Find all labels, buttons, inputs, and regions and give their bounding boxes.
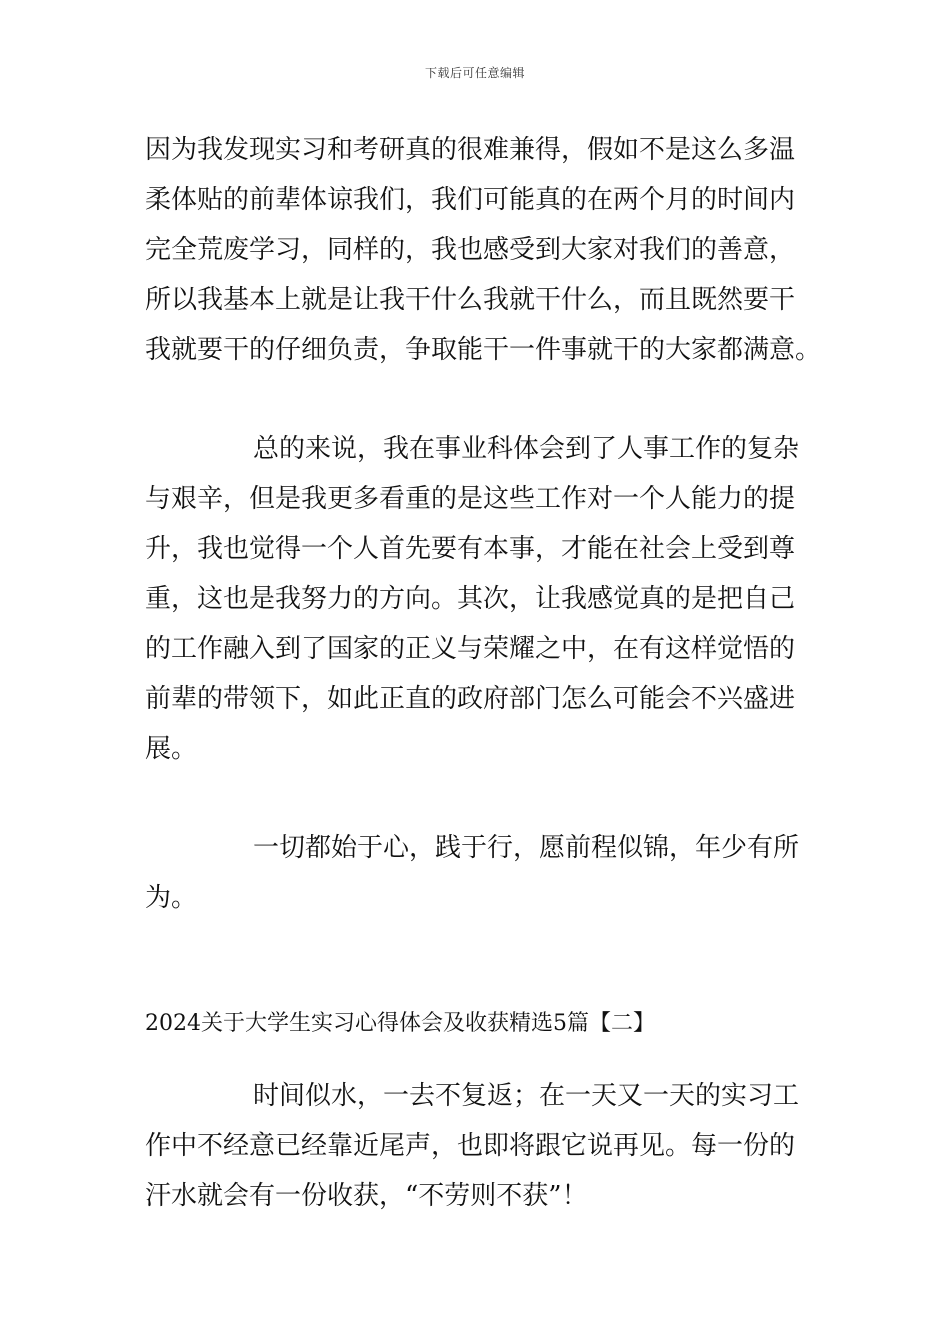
paragraph-line: 的工作融入到了国家的正义与荣耀之中，在有这样觉悟的 bbox=[145, 634, 796, 664]
paragraph-line: 总的来说，我在事业科体会到了人事工作的复杂 bbox=[253, 434, 800, 464]
paragraph-line: 所以我基本上就是让我干什么我就干什么，而且既然要干 bbox=[145, 285, 796, 315]
paragraph-1 bbox=[145, 125, 822, 375]
paragraph-line: 一切都始于心，践于行，愿前程似锦，年少有所 bbox=[253, 833, 800, 863]
paragraph-line: 我就要干的仔细负责，争取能干一件事就干的大家都满意。 bbox=[145, 335, 822, 365]
paragraph-line: 因为我发现实习和考研真的很难兼得，假如不是这么多温 bbox=[145, 135, 796, 165]
paragraph-line: 升，我也觉得一个人首先要有本事，才能在社会上受到尊 bbox=[145, 534, 796, 564]
paragraph-line: 汗水就会有一份收获，“不劳则不获”！ bbox=[145, 1181, 588, 1211]
page-header: 下载后可任意编辑 bbox=[424, 66, 525, 80]
section-heading: 2024关于大学生实习心得体会及收获精选5篇【二】 bbox=[145, 1011, 655, 1036]
paragraph-2 bbox=[145, 424, 810, 774]
paragraph-line: 作中不经意已经靠近尾声，也即将跟它说再见。每一份的 bbox=[145, 1131, 796, 1161]
paragraph-line: 柔体贴的前辈体谅我们，我们可能真的在两个月的时间内 bbox=[145, 185, 796, 215]
paragraph-line: 前辈的带领下，如此正直的政府部门怎么可能会不兴盛进 bbox=[145, 684, 796, 714]
paragraph-line: 重，这也是我努力的方向。其次，让我感觉真的是把自己 bbox=[145, 584, 796, 614]
paragraph-line: 时间似水，一去不复返；在一天又一天的实习工 bbox=[253, 1081, 800, 1111]
paragraph-4 bbox=[145, 1071, 810, 1221]
paragraph-line: 展。 bbox=[145, 734, 198, 764]
paragraph-line: 完全荒废学习，同样的，我也感受到大家对我们的善意， bbox=[145, 235, 796, 265]
paragraph-line: 与艰辛，但是我更多看重的是这些工作对一个人能力的提 bbox=[145, 484, 796, 514]
paragraph-line: 为。 bbox=[145, 883, 198, 913]
paragraph-3 bbox=[145, 823, 810, 923]
